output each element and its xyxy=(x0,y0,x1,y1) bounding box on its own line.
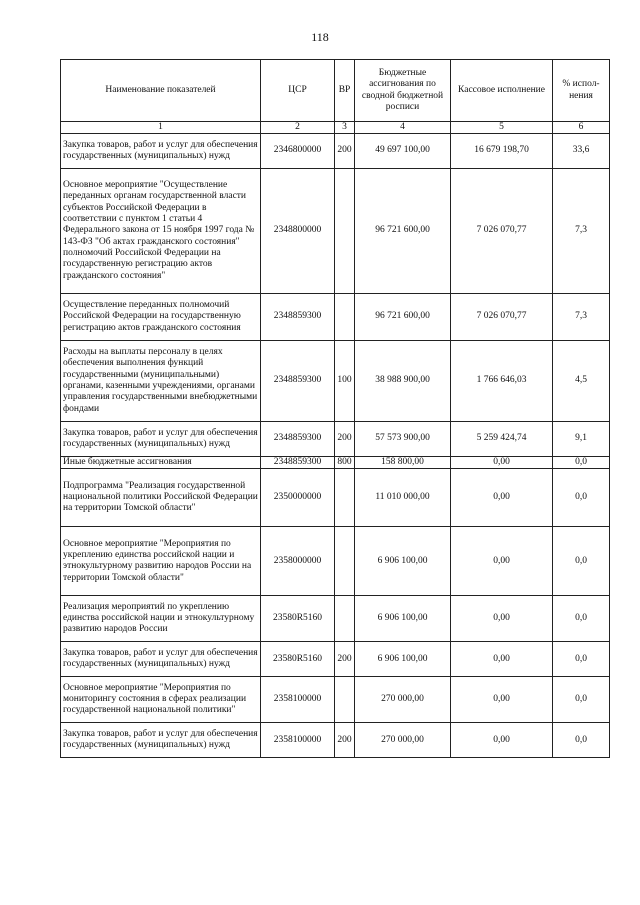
table-row xyxy=(61,527,610,596)
row-cash-execution: 0,00 xyxy=(451,527,553,596)
header-csr: ЦСР xyxy=(261,60,335,122)
row-vr: 200 xyxy=(335,134,355,169)
row-percent: 0,0 xyxy=(553,596,610,642)
row-assignments: 270 000,00 xyxy=(355,723,451,758)
row-name: Основное мероприятие "Мероприятия по мониторингу состояния в сферах реализации государственной национальной политики" xyxy=(61,677,261,723)
row-cash-execution: 0,00 xyxy=(451,677,553,723)
budget-execution-table xyxy=(60,59,610,758)
row-assignments: 6 906 100,00 xyxy=(355,642,451,677)
row-csr: 2358000000 xyxy=(261,527,335,596)
column-number: 6 xyxy=(553,122,610,134)
row-csr: 23580R5160 xyxy=(261,642,335,677)
column-number: 2 xyxy=(261,122,335,134)
table-row xyxy=(61,457,610,469)
row-percent: 0,0 xyxy=(553,642,610,677)
table-row xyxy=(61,469,610,527)
column-number-row xyxy=(61,122,610,134)
row-percent: 4,5 xyxy=(553,341,610,422)
row-cash-execution: 0,00 xyxy=(451,596,553,642)
table-row xyxy=(61,169,610,294)
row-vr: 200 xyxy=(335,422,355,457)
table-row xyxy=(61,294,610,341)
row-percent: 33,6 xyxy=(553,134,610,169)
row-vr: 200 xyxy=(335,642,355,677)
column-number: 5 xyxy=(451,122,553,134)
row-vr: 100 xyxy=(335,341,355,422)
row-name: Основное мероприятие "Мероприятия по укреплению единства российской нации и этнокультурному развитию народов России на территории Томской области" xyxy=(61,527,261,596)
row-csr: 2346800000 xyxy=(261,134,335,169)
row-percent: 0,0 xyxy=(553,457,610,469)
row-vr: 800 xyxy=(335,457,355,469)
column-number: 4 xyxy=(355,122,451,134)
table-row xyxy=(61,596,610,642)
row-percent: 0,0 xyxy=(553,527,610,596)
row-vr xyxy=(335,596,355,642)
row-cash-execution: 7 026 070,77 xyxy=(451,294,553,341)
table-row xyxy=(61,642,610,677)
row-assignments: 6 906 100,00 xyxy=(355,596,451,642)
row-name: Закупка товаров, работ и услуг для обеспечения государственных (муниципальных) нужд xyxy=(61,422,261,457)
row-percent: 7,3 xyxy=(553,294,610,341)
header-percent: % испол-нения xyxy=(553,60,610,122)
row-name: Закупка товаров, работ и услуг для обеспечения государственных (муниципальных) нужд xyxy=(61,134,261,169)
row-assignments: 158 800,00 xyxy=(355,457,451,469)
row-cash-execution: 16 679 198,70 xyxy=(451,134,553,169)
row-assignments: 11 010 000,00 xyxy=(355,469,451,527)
row-vr xyxy=(335,169,355,294)
row-cash-execution: 7 026 070,77 xyxy=(451,169,553,294)
row-name: Осуществление переданных полномочий Российской Федерации на государственную регистрацию актов гражданского состояния xyxy=(61,294,261,341)
row-name: Расходы на выплаты персоналу в целях обеспечения выполнения функций государственными (муниципальными) органами, казенными учреждениями, органами управления государственными внебюджетными фондами xyxy=(61,341,261,422)
row-csr: 23580R5160 xyxy=(261,596,335,642)
header-cash-execution: Кассовое исполнение xyxy=(451,60,553,122)
row-cash-execution: 0,00 xyxy=(451,457,553,469)
row-name: Подпрограмма "Реализация государственной национальной политики Российской Федерации на территории Томской области" xyxy=(61,469,261,527)
row-csr: 2358100000 xyxy=(261,723,335,758)
row-name: Закупка товаров, работ и услуг для обеспечения государственных (муниципальных) нужд xyxy=(61,642,261,677)
row-csr: 2350000000 xyxy=(261,469,335,527)
row-vr xyxy=(335,677,355,723)
row-name: Реализация мероприятий по укреплению единства российской нации и этнокультурному развитию народов России xyxy=(61,596,261,642)
row-csr: 2348859300 xyxy=(261,341,335,422)
row-percent: 7,3 xyxy=(553,169,610,294)
row-name: Иные бюджетные ассигнования xyxy=(61,457,261,469)
row-vr: 200 xyxy=(335,723,355,758)
page-number: 118 xyxy=(311,30,329,44)
row-assignments: 6 906 100,00 xyxy=(355,527,451,596)
row-percent: 0,0 xyxy=(553,723,610,758)
row-assignments: 96 721 600,00 xyxy=(355,294,451,341)
row-csr: 2348800000 xyxy=(261,169,335,294)
row-vr xyxy=(335,294,355,341)
table-row xyxy=(61,723,610,758)
row-assignments: 270 000,00 xyxy=(355,677,451,723)
row-csr: 2348859300 xyxy=(261,294,335,341)
row-percent: 0,0 xyxy=(553,469,610,527)
row-assignments: 38 988 900,00 xyxy=(355,341,451,422)
table-row xyxy=(61,134,610,169)
row-csr: 2358100000 xyxy=(261,677,335,723)
row-assignments: 96 721 600,00 xyxy=(355,169,451,294)
row-vr xyxy=(335,469,355,527)
row-vr xyxy=(335,527,355,596)
table-row xyxy=(61,677,610,723)
row-percent: 9,1 xyxy=(553,422,610,457)
row-cash-execution: 0,00 xyxy=(451,469,553,527)
row-name: Закупка товаров, работ и услуг для обеспечения государственных (муниципальных) нужд xyxy=(61,723,261,758)
table-row xyxy=(61,422,610,457)
row-cash-execution: 1 766 646,03 xyxy=(451,341,553,422)
row-csr: 2348859300 xyxy=(261,457,335,469)
table-header-row xyxy=(61,60,610,122)
column-number: 3 xyxy=(335,122,355,134)
row-cash-execution: 5 259 424,74 xyxy=(451,422,553,457)
header-assignments: Бюджетные ассигнования по сводной бюджетной росписи xyxy=(355,60,451,122)
row-assignments: 49 697 100,00 xyxy=(355,134,451,169)
row-cash-execution: 0,00 xyxy=(451,723,553,758)
row-cash-execution: 0,00 xyxy=(451,642,553,677)
row-csr: 2348859300 xyxy=(261,422,335,457)
row-percent: 0,0 xyxy=(553,677,610,723)
header-vr: ВР xyxy=(335,60,355,122)
table-row xyxy=(61,341,610,422)
row-name: Основное мероприятие "Осуществление переданных органам государственной власти субъектов Российской Федерации в соответствии с пунктом 1 статьи 4 Федерального закона от 15 ноября 1997 года № 143-ФЗ "Об актах гражданского состояния" полномочий Российской Федерации на государственную регистрацию актов гражданского состояния" xyxy=(61,169,261,294)
row-assignments: 57 573 900,00 xyxy=(355,422,451,457)
header-name: Наименование показателей xyxy=(61,60,261,122)
column-number: 1 xyxy=(61,122,261,134)
